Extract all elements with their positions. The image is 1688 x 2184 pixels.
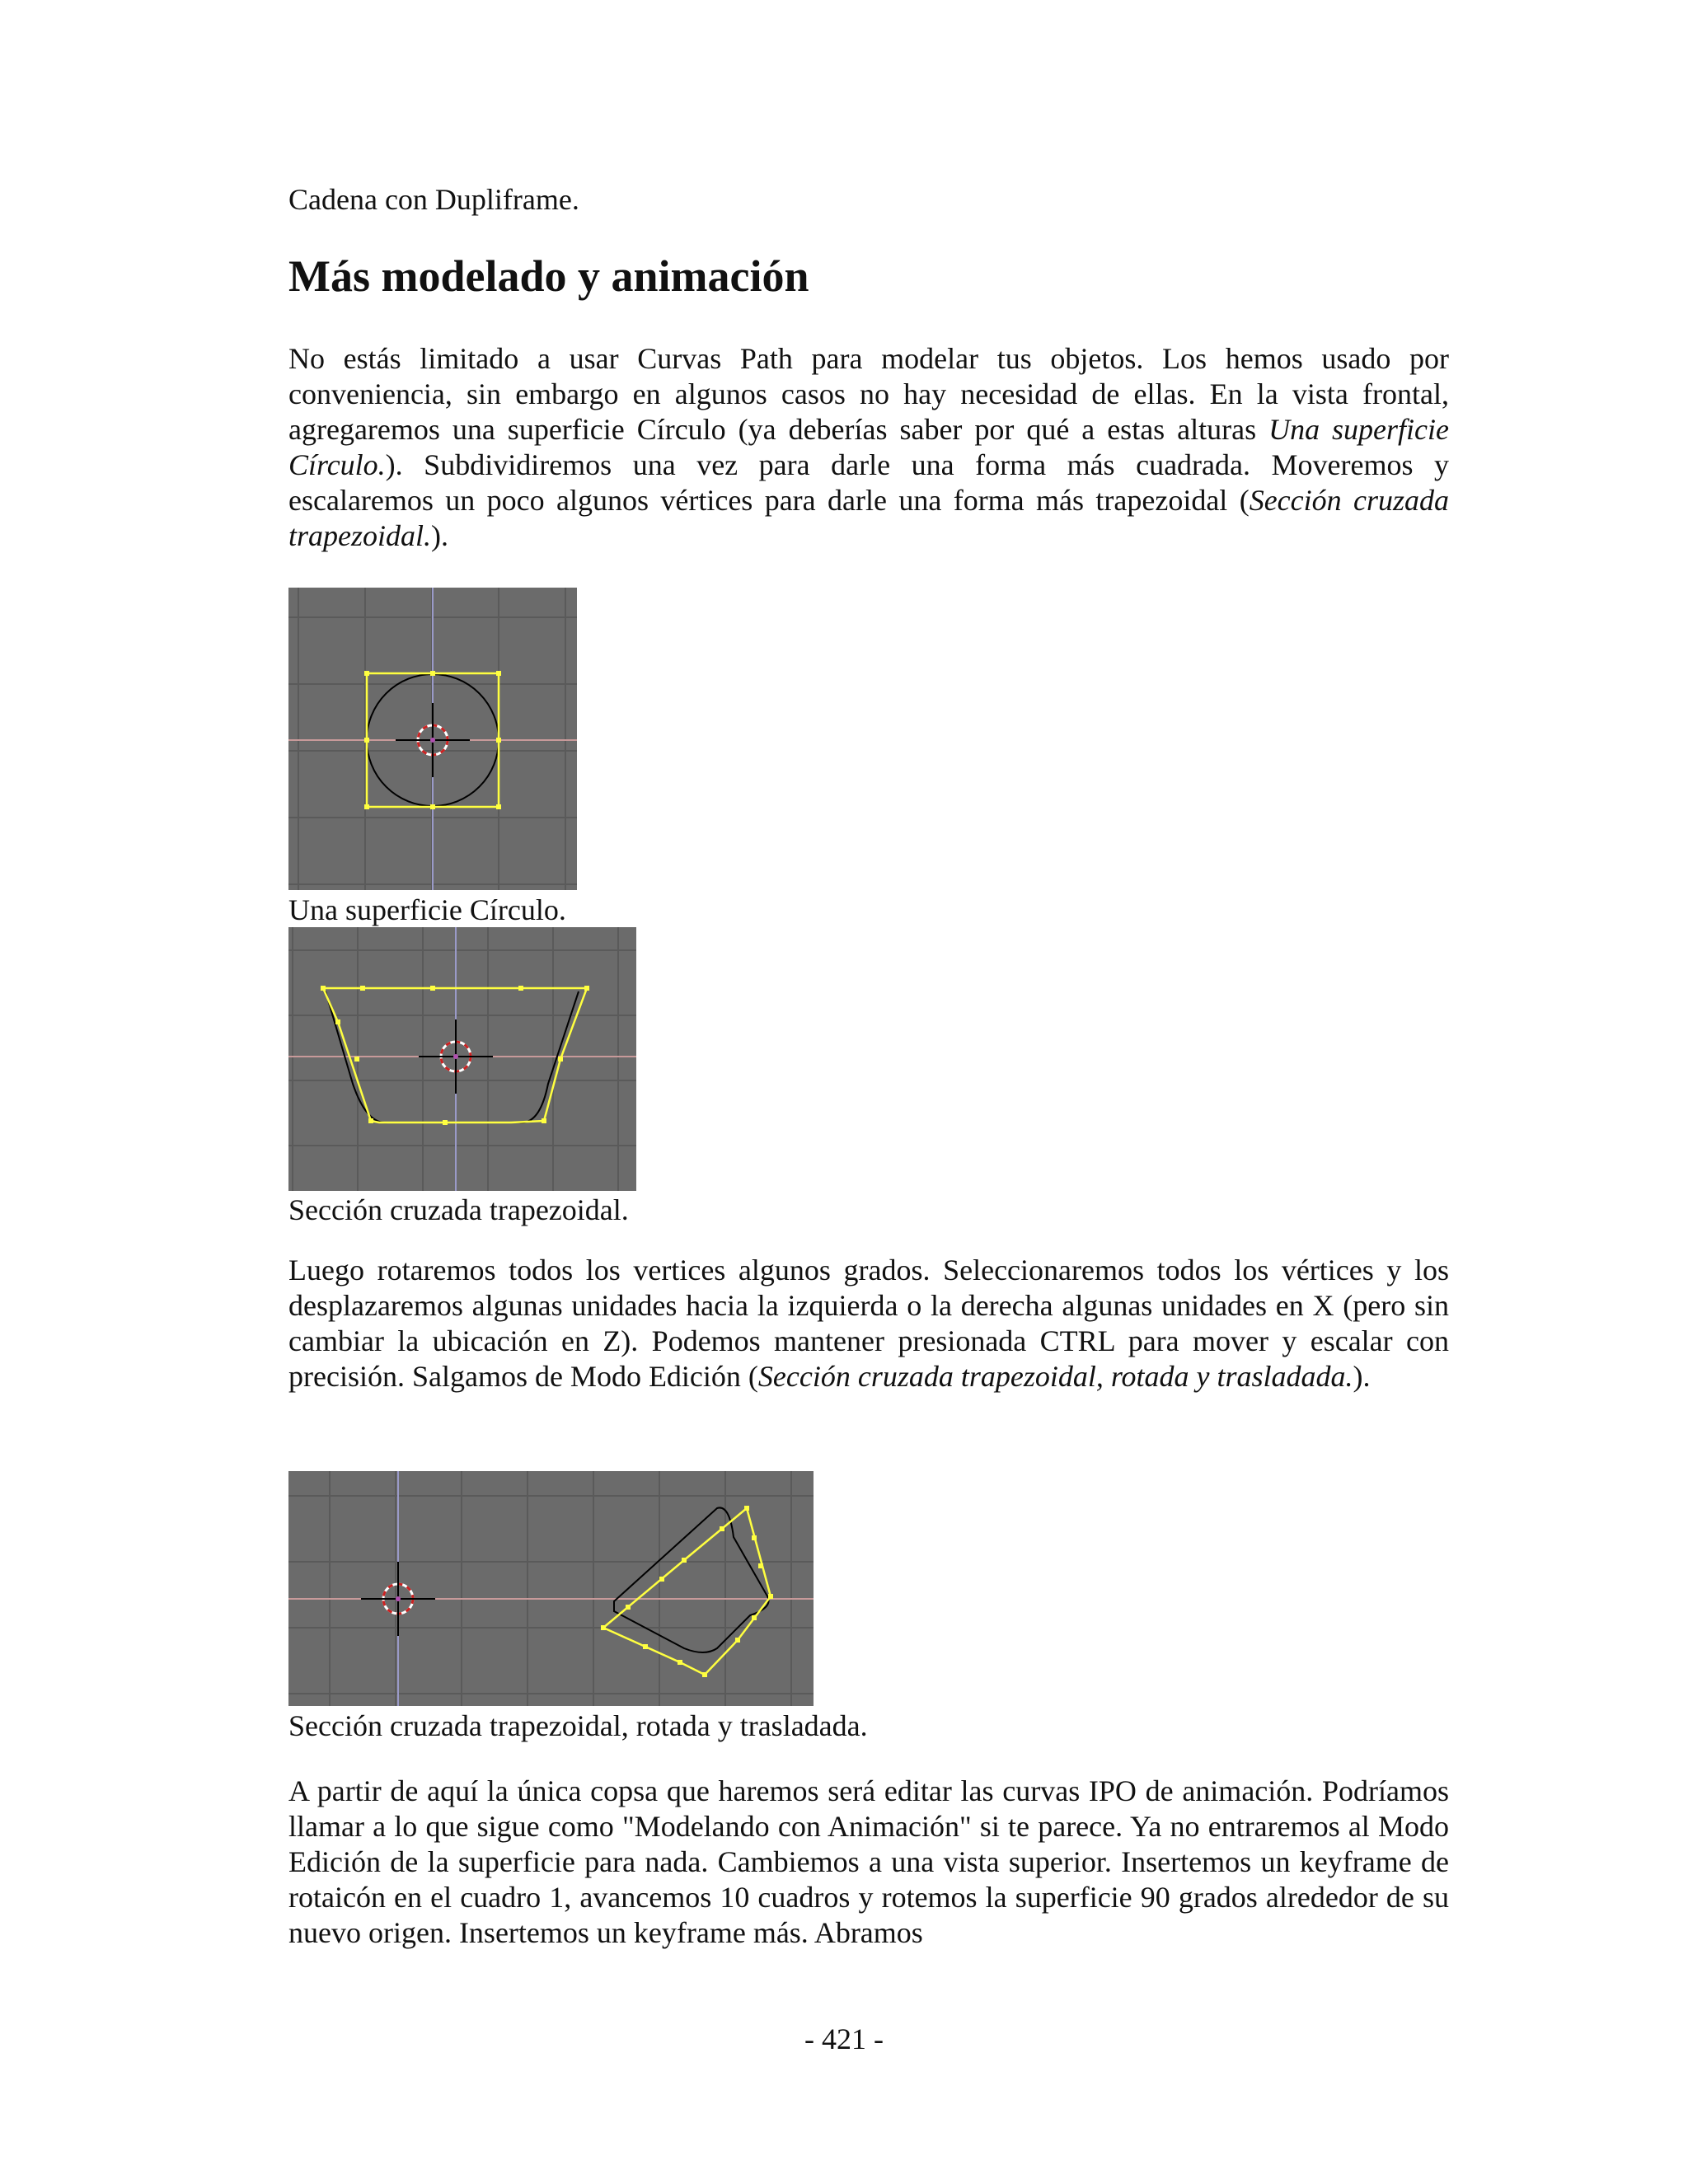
paragraph-3: A partir de aquí la única copsa que haremos será editar las curvas IPO de animación. Podríamos llamar a lo que sigue como "Modelando con Animación" si te parece. Ya no entraremos al Modo Edición de la superficie para nada. Cambiemos a una vista superior. Insertemos un keyframe de rotaicón en el cuadro 1, avancemos 10 cuadros y rotemos la superficie 90 grados alrededor de su nuevo origen. Insertemos un keyframe más. Abramos bbox=[288, 1774, 1449, 1949]
paragraph-2-text-a: Luego rotaremos todos los vertices algunos grados. Seleccionaremos todos los vértices y los desplazaremos algunas unidades hacia la izquierda o la derecha algunas unidades en X (pero sin cambiar la ubicación en Z). Podemos mantener presionada CTRL para mover y escalar con precisión. Salgamos de Modo Edición ( bbox=[288, 1254, 1449, 1393]
cursor-3d-icon bbox=[396, 703, 470, 777]
page-number: - 421 - bbox=[804, 2022, 884, 2055]
figure-trapezoid bbox=[288, 927, 636, 1191]
figure-ref-3: Sección cruzada trapezoidal, rotada y trasladada. bbox=[757, 1360, 1353, 1393]
paragraph-1-text-b: ). Subdividiremos una vez para darle una forma más cuadrada. Moveremos y escalaremos un poco algunos vértices para darle una forma más trapezoidal ( bbox=[288, 448, 1449, 517]
figure-3-caption: Sección cruzada trapezoidal, rotada y trasladada. bbox=[288, 1709, 868, 1742]
figure-1-caption: Una superficie Círculo. bbox=[288, 893, 566, 926]
figure-rotated-translated bbox=[288, 1471, 814, 1706]
figure-ref-2: Sección cruzada trapezoidal. bbox=[288, 484, 1450, 552]
trapezoid-viewport bbox=[288, 927, 636, 1191]
paragraph-1 bbox=[288, 341, 1449, 554]
figure-circle-surface bbox=[288, 588, 577, 890]
previous-figure-caption: Cadena con Dupliframe. bbox=[288, 183, 579, 216]
circle-surface-viewport bbox=[288, 588, 577, 890]
figure-ref-1: Una superficie Círculo. bbox=[288, 413, 1449, 481]
cursor-3d-icon bbox=[419, 1019, 493, 1094]
cursor-3d-icon bbox=[361, 1562, 435, 1636]
control-points bbox=[601, 1506, 773, 1677]
rotated-viewport bbox=[288, 1471, 814, 1706]
paragraph-1-text-c: ). bbox=[431, 519, 449, 552]
section-heading: Más modelado y animación bbox=[288, 251, 809, 301]
paragraph-2 bbox=[288, 1253, 1449, 1394]
figure-2-caption: Sección cruzada trapezoidal. bbox=[288, 1193, 629, 1226]
paragraph-1-text-a: No estás limitado a usar Curvas Path para modelar tus objetos. Los hemos usado por conveniencia, sin embargo en algunos casos no hay necesidad de ellas. En la vista frontal, agregaremos una superficie Círculo (ya deberías saber por qué a estas alturas bbox=[288, 342, 1449, 446]
paragraph-2-text-b: ). bbox=[1353, 1360, 1371, 1393]
